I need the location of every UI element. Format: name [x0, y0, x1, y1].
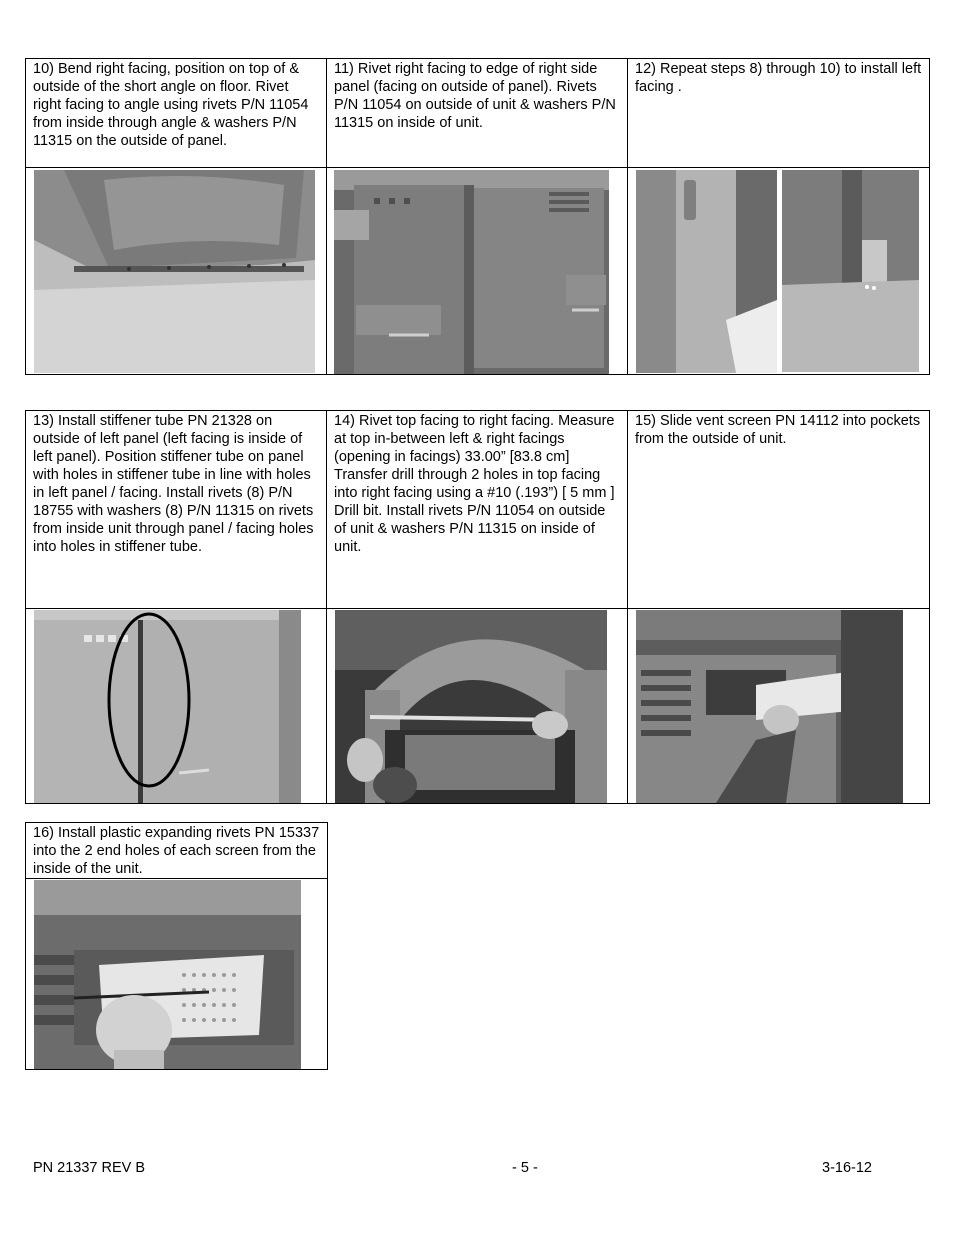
step-10-photo-cell	[26, 168, 327, 375]
step-14-photo-cell	[327, 609, 628, 804]
step-11-cell	[327, 59, 628, 168]
step-14-text: 14) Rivet top facing to right facing. Measure at top in-between left & right facings (opening in facings) 33.00” [83.8 cm] Transfer drill through 2 holes in top facing into right facing using a #10 (.193”) [ 5 mm ] Drill bit. Install rivets P/N 11054 on outside of unit & washers P/N 11315 on inside of unit.	[334, 413, 615, 555]
step-15-photo-cell	[628, 609, 930, 804]
footer-page-number: - 5 -	[512, 1160, 538, 1176]
step-12-cell	[628, 59, 930, 168]
step-12-photo-left	[636, 170, 777, 373]
step-15-photo	[636, 610, 903, 803]
step-15-text: 15) Slide vent screen PN 14112 into pockets from the outside of unit.	[635, 413, 921, 447]
step-10-text: 10) Bend right facing, position on top of & outside of the short angle on floor. Rivet right facing to angle using rivets P/N 11054 from inside through angle & washers P/N 11315 on the outside of panel.	[33, 61, 309, 149]
step-12-photo-right	[782, 170, 919, 372]
step-14-photo	[335, 610, 607, 803]
step-12-photo-cell	[628, 168, 930, 375]
step-12-text: 12) Repeat steps 8) through 10) to install left facing .	[635, 61, 922, 95]
step-16-cell	[26, 823, 328, 879]
steps-table-2	[25, 410, 930, 804]
step-16-photo	[34, 880, 301, 1069]
step-13-photo-cell	[26, 609, 327, 804]
step-16-photo-cell	[26, 879, 328, 1070]
step-11-photo	[334, 170, 609, 374]
step-11-text: 11) Rivet right facing to edge of right side panel (facing on outside of panel). Rivets P/N 11054 on outside of unit & washers P/N 11315 on inside of unit.	[334, 61, 616, 131]
step-11-photo-cell	[327, 168, 628, 375]
step-14-cell	[327, 411, 628, 609]
step-13-text: 13) Install stiffener tube PN 21328 on outside of left panel (left facing is inside of left panel). Position stiffener tube on panel with holes in stiffener tube in line with holes in left panel / facing. Install rivets (8) P/N 18755 with washers (8) P/N 11315 on rivets from inside unit through panel / facing holes into holes in stiffener tube.	[33, 413, 314, 555]
step-16-text: 16) Install plastic expanding rivets PN 15337 into the 2 end holes of each screen from the inside of the unit.	[33, 825, 320, 877]
footer-date: 3-16-12	[822, 1160, 872, 1176]
footer-part-number: PN 21337 REV B	[33, 1160, 146, 1176]
steps-table-3	[25, 822, 328, 1070]
steps-table-1	[25, 58, 930, 375]
step-13-cell	[26, 411, 327, 609]
step-10-photo	[34, 170, 315, 373]
step-15-cell	[628, 411, 930, 609]
step-13-photo	[34, 610, 301, 803]
step-10-cell	[26, 59, 327, 168]
